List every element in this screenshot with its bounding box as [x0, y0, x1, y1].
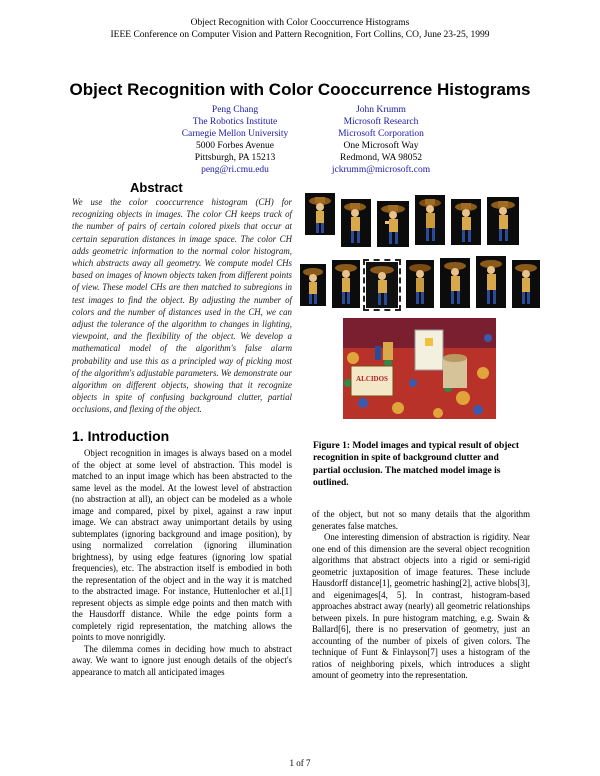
author-affiliation: Microsoft Research	[343, 117, 419, 127]
model-image-thumbnail	[487, 197, 519, 245]
author-affiliation: Carnegie Mellon University	[181, 129, 289, 139]
abstract-text: We use the color cooccurrence histogram (CH) for recognizing objects in images. The color CH keeps track of the number of pairs of certain colored pixels that occur at certain separation distances in image space. The color CH adds geometric information to the normal color histogram, which abstracts away all geometry. We compute model CHs based on images of known objects taken from different points of view. These model CHs are then matched to subregions in test images to find the object. By adjusting the number of colors and the number of distances used in the CH, we can adjust the tolerance of the algorithm to changes in lighting, viewpoint, and the flexibility of the object. We develop a mathematical model of the algorithm's false alarm probability and use this as a principled way of picking most of the algorithm's adjustable parameters. We demonstrate our algorithm on different objects, showing that it recognize objects in spite of confusing background clutter, partial occlusions, and flexing of the object.	[72, 197, 292, 415]
paper-title: Object Recognition with Color Cooccurrence Histograms	[69, 80, 531, 99]
model-image-thumbnail	[415, 195, 445, 245]
intro-text	[72, 448, 292, 678]
model-images-row-1	[305, 193, 535, 253]
model-image-thumbnail	[341, 199, 371, 247]
author-email[interactable]: jckrumm@microsoft.com	[331, 165, 431, 175]
figure-caption: Figure 1: Model images and typical result of object recognition in spite of background clutter and partial occlusion. The matched model image is outlined.	[313, 441, 519, 488]
model-image-thumbnail	[332, 260, 360, 308]
model-image-thumbnail	[305, 193, 335, 235]
author-address: Redmond, WA 98052	[340, 153, 422, 163]
scene-box-label: ALCIDOS	[356, 375, 388, 383]
right-column-text	[312, 509, 530, 682]
running-header-title: Object Recognition with Color Cooccurrence Histograms	[190, 18, 410, 28]
model-image-thumbnail	[512, 260, 540, 308]
model-image-thumbnail	[300, 264, 326, 306]
author-block-1	[165, 104, 305, 176]
model-image-thumbnail	[377, 201, 409, 247]
page-number: 1 of 7	[289, 758, 311, 768]
author-affiliation: Microsoft Corporation	[338, 129, 424, 139]
model-image-thumbnail	[476, 256, 506, 308]
intro-paragraph: The dilemma comes in deciding how much to abstract away. We want to ignore just enough details of the object's appearance to match all anticipated images	[72, 643, 292, 677]
intro-heading: 1. Introduction	[72, 428, 170, 444]
running-header-venue: IEEE Conference on Computer Vision and Pattern Recognition, Fort Collins, CO, June 23-25, 1999	[110, 30, 490, 40]
model-image-thumbnail	[451, 199, 481, 245]
test-scene-image	[343, 318, 496, 419]
right-column-paragraph: One interesting dimension of abstraction is rigidity. Near one end of this dimension are the several object recognition algorithms that abstract objects into a rigid or semi-rigid geometric juxtaposition of image features. These include Hausdorff distance[1], geometric hashing[2], active blobs[3], and eigenimages[4, 5]. In contrast, histogram-based approaches abstract away (nearly) all geometric relationships between pixels. In pure histogram matching, e.g. Swain & Ballard[6], there is no preservation of geometry, just an accounting of the number of pixels of given colors. The technique of Funt & Finlayson[7] uses a histogram of the ratios of neighboring pixels, which introduces a slight amount of geometry into the representation.	[312, 532, 530, 680]
model-images-row-2	[300, 256, 540, 312]
author-block-2	[311, 104, 451, 176]
author-address: 5000 Forbes Avenue	[196, 141, 274, 151]
model-image-thumbnail	[406, 260, 434, 308]
author-name: Peng Chang	[211, 105, 259, 115]
abstract-heading: Abstract	[130, 180, 183, 195]
author-address: Pittsburgh, PA 15213	[194, 153, 276, 163]
author-email[interactable]: peng@ri.cmu.edu	[201, 165, 269, 175]
author-address: One Microsoft Way	[343, 141, 419, 151]
matched-model-image-outlined	[366, 262, 398, 308]
model-image-thumbnail	[440, 258, 470, 308]
intro-paragraph: Object recognition in images is always based on a model of the object at some level of abstraction. This model is matched to an input image which has been abstracted to the same level as the model. At the lowest level of abstraction (no abstraction at all), an object can be modeled as a whole image and compared, pixel by pixel, against a raw input image. We can abstract away unimportant details by using subtemplates (ignoring background and image position), by using normalized correlation (ignoring illumination brightness), by using edge features (ignoring low spatial frequencies), etc. The abstraction itself is embodied in both the representation of the object and in the way it is matched to the abstracted image. For instance, Huttenlocher et al.[1] represent objects as simple edge points and then match with the Hausdorff distance. While the edge points form a completely rigid representation, the matching allows the points to move nonrigidly.	[72, 448, 292, 642]
author-name: John Krumm	[356, 105, 406, 115]
author-affiliation: The Robotics Institute	[192, 117, 278, 127]
right-column-paragraph: of the object, but not so many details that the algorithm generates false matches.	[312, 509, 530, 531]
